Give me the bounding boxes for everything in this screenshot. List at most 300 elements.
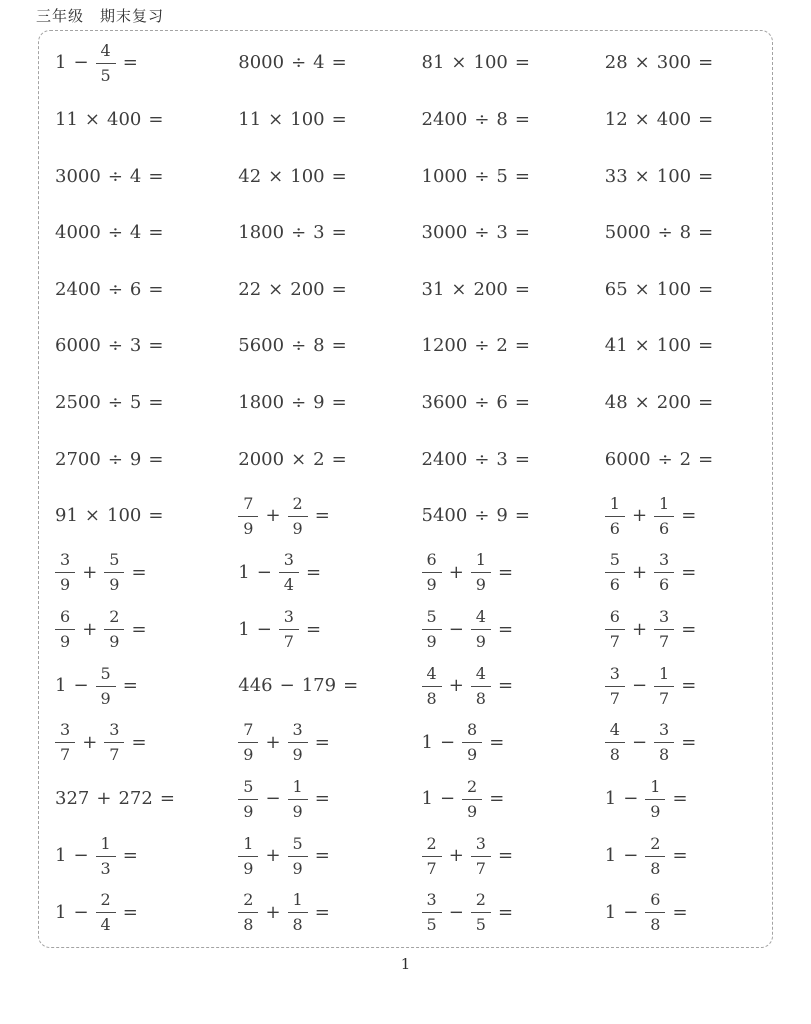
term: 1 bbox=[421, 788, 433, 810]
term: 5 bbox=[496, 165, 508, 187]
fraction-denominator: 9 bbox=[243, 858, 254, 878]
term: = bbox=[148, 222, 164, 244]
problem-cell bbox=[222, 431, 405, 488]
term: + bbox=[265, 845, 281, 867]
fraction-numerator: 3 bbox=[288, 721, 308, 743]
term: = bbox=[681, 675, 697, 697]
term: 1 bbox=[238, 618, 250, 640]
fraction-numerator: 1 bbox=[654, 495, 674, 517]
term: 8000 bbox=[238, 52, 285, 74]
fraction-numerator: 5 bbox=[104, 551, 124, 573]
fraction bbox=[238, 778, 258, 821]
fraction-numerator: 2 bbox=[645, 835, 665, 857]
term: 8 bbox=[313, 335, 325, 357]
term: 100 bbox=[107, 505, 142, 527]
problem-cell bbox=[222, 828, 405, 885]
fraction bbox=[238, 721, 258, 764]
term: 400 bbox=[107, 108, 142, 130]
fraction-numerator: 4 bbox=[96, 42, 116, 64]
problem-cell bbox=[222, 35, 405, 92]
fraction-denominator: 4 bbox=[283, 575, 294, 595]
term: 3 bbox=[496, 448, 508, 470]
term: 200 bbox=[290, 278, 325, 300]
fraction-denominator: 7 bbox=[609, 632, 620, 652]
term: × bbox=[634, 335, 650, 357]
fraction bbox=[55, 551, 75, 594]
term: − bbox=[623, 845, 639, 867]
fraction-denominator: 9 bbox=[467, 745, 478, 765]
term: = bbox=[331, 392, 347, 414]
term: = bbox=[489, 731, 505, 753]
fraction-numerator: 5 bbox=[288, 835, 308, 857]
term: × bbox=[634, 278, 650, 300]
fraction-denominator: 7 bbox=[659, 688, 670, 708]
term: = bbox=[148, 505, 164, 527]
fraction-denominator: 9 bbox=[243, 745, 254, 765]
problem-cell bbox=[406, 205, 589, 262]
problem-cell bbox=[222, 545, 405, 602]
problem-cell bbox=[406, 92, 589, 149]
fraction-denominator: 8 bbox=[609, 745, 620, 765]
term: 1800 bbox=[238, 222, 285, 244]
problems-grid bbox=[39, 31, 772, 947]
term: = bbox=[489, 788, 505, 810]
fraction-denominator: 4 bbox=[100, 915, 111, 935]
fraction bbox=[471, 891, 491, 934]
problem-cell bbox=[589, 375, 772, 432]
term: + bbox=[96, 788, 112, 810]
fraction-denominator: 6 bbox=[659, 575, 670, 595]
fraction bbox=[96, 665, 116, 708]
fraction-denominator: 9 bbox=[292, 518, 303, 538]
problem-cell bbox=[222, 884, 405, 941]
term: 81 bbox=[421, 52, 445, 74]
term: 9 bbox=[496, 505, 508, 527]
term: 3 bbox=[496, 222, 508, 244]
term: 28 bbox=[604, 52, 628, 74]
fraction-numerator: 2 bbox=[96, 891, 116, 913]
term: = bbox=[698, 335, 714, 357]
fraction bbox=[288, 495, 308, 538]
fraction-numerator: 6 bbox=[605, 608, 625, 630]
fraction-numerator: 1 bbox=[96, 835, 116, 857]
problem-cell bbox=[589, 545, 772, 602]
term: = bbox=[514, 108, 530, 130]
fraction bbox=[605, 551, 625, 594]
fraction-denominator: 9 bbox=[243, 801, 254, 821]
term: = bbox=[314, 901, 330, 923]
problem-cell bbox=[589, 658, 772, 715]
term: × bbox=[451, 52, 467, 74]
problem-cell bbox=[406, 771, 589, 828]
term: + bbox=[265, 731, 281, 753]
term: 5000 bbox=[604, 222, 651, 244]
problem-cell bbox=[406, 318, 589, 375]
term: 11 bbox=[238, 108, 262, 130]
term: 6000 bbox=[604, 448, 651, 470]
fraction-denominator: 6 bbox=[609, 575, 620, 595]
term: − bbox=[73, 52, 89, 74]
fraction bbox=[605, 495, 625, 538]
problem-cell bbox=[589, 488, 772, 545]
fraction bbox=[96, 42, 116, 85]
term: 2 bbox=[313, 448, 325, 470]
problem-cell bbox=[39, 375, 222, 432]
problem-cell bbox=[406, 828, 589, 885]
fraction-numerator: 4 bbox=[605, 721, 625, 743]
term: + bbox=[448, 675, 464, 697]
fraction-numerator: 1 bbox=[605, 495, 625, 517]
fraction bbox=[238, 835, 258, 878]
term: 3 bbox=[129, 335, 142, 357]
term: 3000 bbox=[55, 165, 101, 187]
term: ÷ bbox=[474, 335, 490, 357]
term: = bbox=[331, 165, 347, 187]
term: = bbox=[305, 561, 322, 583]
problem-cell bbox=[39, 35, 222, 92]
fraction bbox=[645, 891, 665, 934]
term: × bbox=[634, 392, 650, 414]
problem-cell bbox=[589, 35, 772, 92]
term: 2400 bbox=[421, 108, 468, 130]
fraction bbox=[288, 721, 308, 764]
term: 1 bbox=[604, 901, 617, 923]
fraction-numerator: 3 bbox=[654, 551, 674, 573]
term: 6 bbox=[496, 392, 508, 414]
term: ÷ bbox=[474, 448, 490, 470]
term: + bbox=[82, 561, 98, 583]
fraction bbox=[422, 608, 442, 651]
fraction bbox=[605, 721, 625, 764]
fraction bbox=[55, 721, 75, 764]
problem-cell bbox=[406, 601, 589, 658]
term: 3600 bbox=[421, 392, 468, 414]
fraction-denominator: 9 bbox=[60, 575, 71, 595]
term: = bbox=[497, 901, 514, 923]
fraction-denominator: 8 bbox=[426, 688, 437, 708]
fraction-denominator: 9 bbox=[292, 745, 303, 765]
problem-cell bbox=[406, 262, 589, 319]
problem-cell bbox=[39, 828, 222, 885]
fraction bbox=[654, 551, 674, 594]
term: = bbox=[514, 278, 530, 300]
term: = bbox=[131, 561, 147, 583]
problem-cell bbox=[222, 205, 405, 262]
fraction bbox=[104, 551, 124, 594]
term: 12 bbox=[604, 108, 628, 130]
fraction bbox=[422, 835, 442, 878]
term: ÷ bbox=[107, 278, 123, 300]
problem-cell bbox=[589, 771, 772, 828]
fraction-numerator: 2 bbox=[462, 778, 482, 800]
fraction-denominator: 7 bbox=[659, 632, 670, 652]
term: 31 bbox=[421, 278, 445, 300]
term: 3000 bbox=[421, 222, 468, 244]
term: 4 bbox=[129, 165, 142, 187]
problem-cell bbox=[222, 318, 405, 375]
problem-cell bbox=[222, 658, 405, 715]
fraction-denominator: 8 bbox=[650, 858, 661, 878]
term: 3 bbox=[313, 222, 325, 244]
fraction-denominator: 7 bbox=[475, 858, 486, 878]
term: = bbox=[698, 108, 714, 130]
term: = bbox=[122, 901, 138, 923]
term: 100 bbox=[290, 165, 325, 187]
term: 41 bbox=[604, 335, 628, 357]
fraction bbox=[279, 551, 299, 594]
term: = bbox=[148, 278, 164, 300]
term: = bbox=[331, 278, 347, 300]
fraction-denominator: 9 bbox=[60, 632, 71, 652]
term: = bbox=[159, 788, 175, 810]
problem-cell bbox=[39, 715, 222, 772]
term: ÷ bbox=[657, 222, 673, 244]
term: 327 bbox=[55, 788, 90, 810]
fraction bbox=[654, 665, 674, 708]
fraction-numerator: 2 bbox=[471, 891, 491, 913]
term: × bbox=[268, 108, 284, 130]
fraction-denominator: 6 bbox=[659, 518, 670, 538]
term: 1 bbox=[55, 845, 67, 867]
term: 42 bbox=[238, 165, 262, 187]
fraction-numerator: 2 bbox=[422, 835, 442, 857]
problem-cell bbox=[589, 715, 772, 772]
term: = bbox=[314, 505, 330, 527]
fraction bbox=[645, 835, 665, 878]
term: ÷ bbox=[474, 505, 490, 527]
term: 1 bbox=[421, 731, 433, 753]
problem-cell bbox=[589, 92, 772, 149]
fraction-numerator: 1 bbox=[288, 778, 308, 800]
fraction bbox=[96, 891, 116, 934]
fraction-denominator: 7 bbox=[60, 745, 71, 765]
fraction-numerator: 3 bbox=[279, 608, 299, 630]
fraction-numerator: 5 bbox=[422, 608, 442, 630]
fraction-numerator: 3 bbox=[654, 721, 674, 743]
term: = bbox=[514, 392, 530, 414]
fraction-numerator: 6 bbox=[645, 891, 665, 913]
fraction-numerator: 7 bbox=[238, 721, 258, 743]
fraction bbox=[471, 608, 491, 651]
term: × bbox=[84, 108, 100, 130]
term: 400 bbox=[656, 108, 692, 130]
fraction-numerator: 5 bbox=[605, 551, 625, 573]
term: 1 bbox=[604, 788, 617, 810]
problem-cell bbox=[39, 262, 222, 319]
term: + bbox=[631, 618, 648, 640]
fraction-numerator: 3 bbox=[279, 551, 299, 573]
fraction-denominator: 9 bbox=[426, 575, 437, 595]
term: 91 bbox=[55, 505, 78, 527]
term: 1 bbox=[238, 561, 250, 583]
fraction-denominator: 9 bbox=[243, 518, 254, 538]
fraction-numerator: 7 bbox=[238, 495, 258, 517]
term: + bbox=[265, 901, 281, 923]
term: = bbox=[314, 845, 330, 867]
term: × bbox=[268, 278, 284, 300]
term: 1 bbox=[604, 845, 617, 867]
problem-cell bbox=[406, 375, 589, 432]
fraction bbox=[238, 495, 258, 538]
term: 1800 bbox=[238, 392, 285, 414]
term: = bbox=[122, 675, 138, 697]
problem-cell bbox=[589, 205, 772, 262]
fraction-denominator: 9 bbox=[109, 575, 120, 595]
problem-cell bbox=[589, 601, 772, 658]
problem-cell bbox=[406, 35, 589, 92]
term: = bbox=[698, 278, 714, 300]
term: − bbox=[448, 901, 464, 923]
fraction-denominator: 8 bbox=[243, 915, 254, 935]
term: = bbox=[331, 335, 347, 357]
term: 5400 bbox=[421, 505, 468, 527]
term: 2400 bbox=[421, 448, 468, 470]
problem-cell bbox=[39, 205, 222, 262]
term: − bbox=[439, 788, 456, 810]
fraction-denominator: 9 bbox=[109, 632, 120, 652]
term: 9 bbox=[129, 448, 142, 470]
term: × bbox=[291, 448, 307, 470]
fraction-numerator: 3 bbox=[55, 721, 75, 743]
term: = bbox=[514, 165, 530, 187]
page-title: 三年级 期末复习 bbox=[36, 7, 165, 25]
fraction-denominator: 5 bbox=[475, 915, 486, 935]
problem-cell bbox=[39, 431, 222, 488]
fraction bbox=[422, 551, 442, 594]
fraction-numerator: 6 bbox=[55, 608, 75, 630]
term: × bbox=[84, 505, 100, 527]
term: 2000 bbox=[238, 448, 285, 470]
problem-cell bbox=[406, 715, 589, 772]
term: 33 bbox=[604, 165, 628, 187]
fraction-numerator: 2 bbox=[288, 495, 308, 517]
term: 1 bbox=[55, 675, 67, 697]
fraction bbox=[654, 608, 674, 651]
term: − bbox=[623, 901, 639, 923]
term: + bbox=[631, 561, 648, 583]
term: 100 bbox=[473, 52, 508, 74]
term: = bbox=[698, 52, 714, 74]
problem-cell bbox=[39, 601, 222, 658]
fraction-denominator: 9 bbox=[467, 801, 478, 821]
term: − bbox=[256, 561, 272, 583]
fraction-denominator: 8 bbox=[659, 745, 670, 765]
fraction-numerator: 3 bbox=[422, 891, 442, 913]
term: × bbox=[634, 108, 650, 130]
term: = bbox=[314, 788, 330, 810]
term: 179 bbox=[301, 675, 337, 697]
term: = bbox=[305, 618, 322, 640]
term: = bbox=[148, 108, 164, 130]
term: = bbox=[672, 788, 688, 810]
problem-cell bbox=[589, 262, 772, 319]
problem-cell bbox=[406, 658, 589, 715]
fraction bbox=[654, 495, 674, 538]
term: 100 bbox=[656, 278, 692, 300]
problem-cell bbox=[39, 318, 222, 375]
term: = bbox=[514, 505, 530, 527]
fraction bbox=[104, 721, 124, 764]
page-number: 1 bbox=[400, 955, 411, 973]
term: 4000 bbox=[55, 222, 101, 244]
problem-cell bbox=[406, 431, 589, 488]
problem-cell bbox=[39, 545, 222, 602]
term: = bbox=[497, 561, 514, 583]
term: = bbox=[331, 108, 347, 130]
problem-cell bbox=[39, 771, 222, 828]
term: 65 bbox=[604, 278, 628, 300]
term: − bbox=[439, 731, 456, 753]
term: 5 bbox=[129, 392, 142, 414]
term: 1200 bbox=[421, 335, 468, 357]
fraction bbox=[96, 835, 116, 878]
problem-cell bbox=[589, 148, 772, 205]
term: ÷ bbox=[474, 108, 490, 130]
term: ÷ bbox=[291, 52, 307, 74]
term: + bbox=[631, 505, 648, 527]
fraction bbox=[288, 778, 308, 821]
term: = bbox=[148, 165, 164, 187]
term: ÷ bbox=[107, 335, 123, 357]
fraction-denominator: 7 bbox=[109, 745, 120, 765]
problem-cell bbox=[222, 375, 405, 432]
term: = bbox=[514, 52, 530, 74]
fraction bbox=[605, 665, 625, 708]
term: = bbox=[681, 731, 697, 753]
term: = bbox=[148, 448, 164, 470]
fraction-numerator: 4 bbox=[471, 665, 491, 687]
term: × bbox=[634, 52, 650, 74]
problem-cell bbox=[222, 771, 405, 828]
term: = bbox=[514, 335, 530, 357]
term: 446 bbox=[238, 675, 273, 697]
term: − bbox=[448, 618, 464, 640]
term: − bbox=[265, 788, 281, 810]
term: 8 bbox=[679, 222, 692, 244]
fraction bbox=[104, 608, 124, 651]
fraction-numerator: 1 bbox=[645, 778, 665, 800]
term: = bbox=[497, 845, 514, 867]
term: × bbox=[634, 165, 650, 187]
term: = bbox=[681, 618, 697, 640]
fraction-numerator: 1 bbox=[471, 551, 491, 573]
term: + bbox=[448, 561, 464, 583]
term: = bbox=[148, 335, 164, 357]
term: = bbox=[331, 448, 347, 470]
term: ÷ bbox=[291, 222, 307, 244]
problem-cell bbox=[39, 658, 222, 715]
fraction-numerator: 1 bbox=[654, 665, 674, 687]
term: ÷ bbox=[474, 222, 490, 244]
problem-cell bbox=[39, 884, 222, 941]
fraction bbox=[462, 778, 482, 821]
term: 6 bbox=[129, 278, 142, 300]
term: 4 bbox=[129, 222, 142, 244]
fraction-denominator: 9 bbox=[475, 575, 486, 595]
fraction-denominator: 8 bbox=[650, 915, 661, 935]
problem-cell bbox=[222, 92, 405, 149]
term: − bbox=[623, 788, 639, 810]
fraction-numerator: 6 bbox=[422, 551, 442, 573]
problem-cell bbox=[406, 488, 589, 545]
term: 48 bbox=[604, 392, 628, 414]
term: × bbox=[268, 165, 284, 187]
term: 2400 bbox=[55, 278, 101, 300]
term: = bbox=[698, 222, 714, 244]
term: 100 bbox=[290, 108, 325, 130]
term: 8 bbox=[496, 108, 508, 130]
term: = bbox=[331, 52, 347, 74]
